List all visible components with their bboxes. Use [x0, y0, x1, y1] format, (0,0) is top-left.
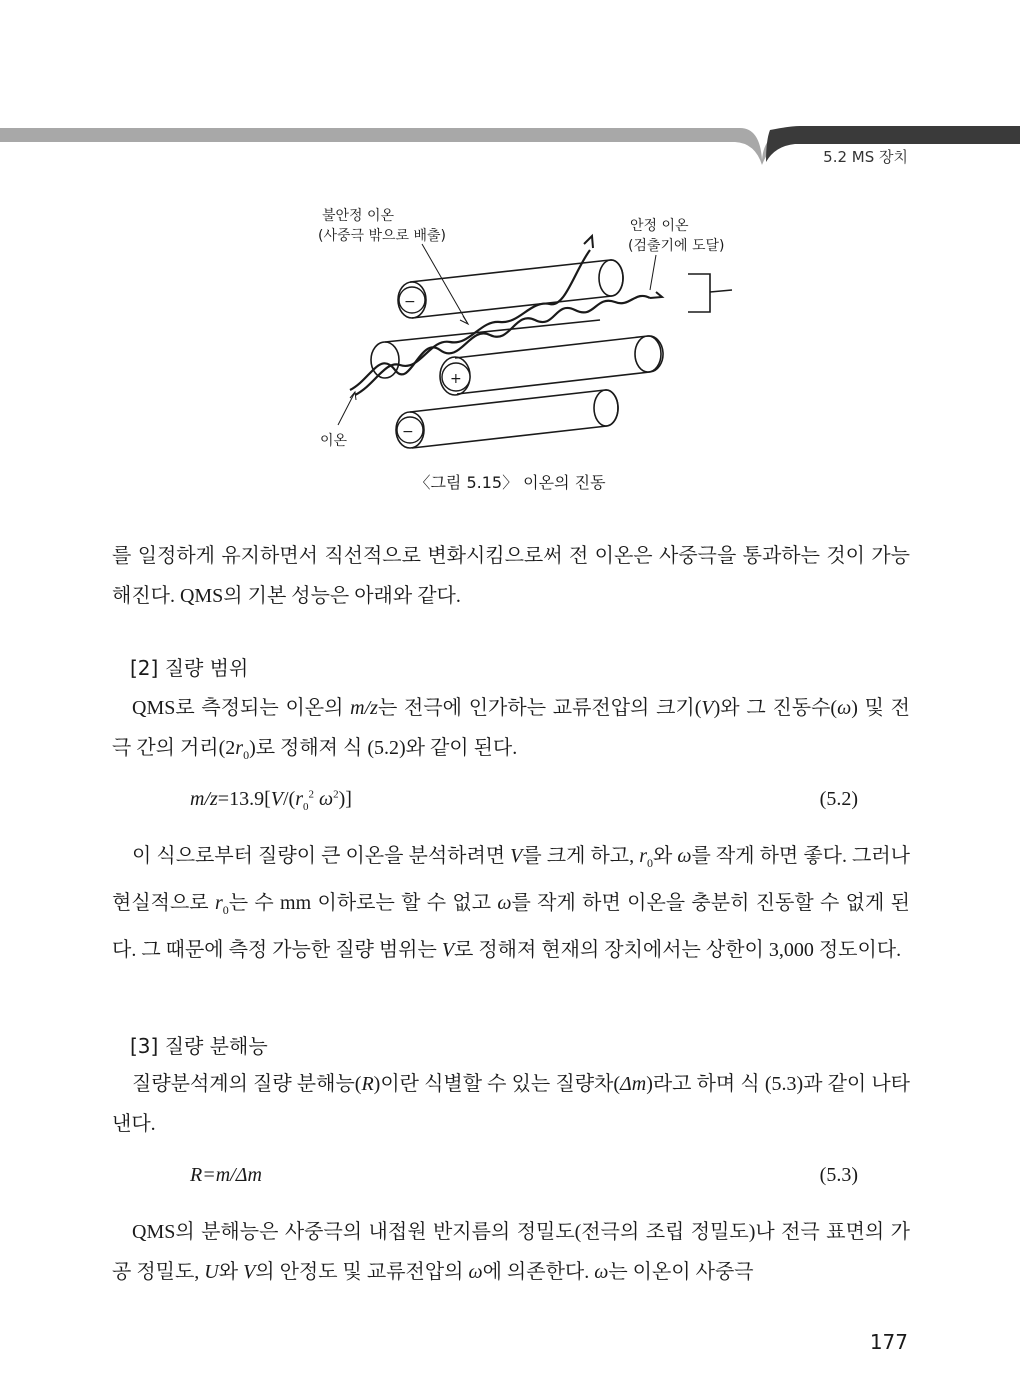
sign-minus-bottom: − [402, 424, 414, 440]
header-band [0, 0, 1020, 170]
detector [688, 274, 732, 312]
label-unstable-1: 불안정 이온 [322, 208, 395, 224]
rod-back [371, 320, 600, 378]
rod-bottom [396, 390, 618, 448]
label-stable-1: 안정 이온 [630, 218, 689, 234]
paragraph-1 [112, 536, 910, 616]
section-2-paragraph-1: QMS로 측정되는 이온의 m/z는 전극에 인가하는 교류전압의 크기(V)와 그 진동수(ω) 및 전극 간의 거리$(2r_0)$로 정해져 식 (5.2)와 같이 된다. [112, 697, 910, 762]
equation-5-2: $m/z=13.9[V/(r_0^2$ $\omega^2$)] [190, 788, 352, 813]
label-stable-2: (검출기에 도달) [628, 238, 725, 254]
label-ion: 이온 [320, 433, 348, 449]
sign-plus: + [450, 371, 462, 387]
label-unstable-2: (사중극 밖으로 배출) [318, 228, 447, 244]
section-2-heading: [2] 질량 범위 [130, 656, 249, 680]
running-head: 5.2 MS 장치 [823, 148, 908, 166]
equation-5-3: R=m/Δm [190, 1164, 262, 1186]
section-3-paragraph-1: 질량분석계의 질량 분해능(R)이란 식별할 수 있는 질량차(Δm)라고 하며 식 (5.3)과 같이 나타낸다. [112, 1073, 910, 1135]
rod-front [440, 336, 663, 395]
section-3-heading: [3] 질량 분해능 [130, 1034, 268, 1058]
stable-ion-path [350, 296, 650, 390]
figure-caption: 〈그림 5.15〉 이온의 진동 [414, 473, 606, 492]
unstable-ion-path [355, 250, 590, 395]
quadrupole-figure [300, 200, 760, 460]
rod-top [398, 260, 623, 318]
section-2-paragraph-2: 이 식으로부터 질량이 큰 이온을 분석하려면 V를 크게 하고, $r_0$와 ω를 작게 하면 좋다. 그러나 현실적으로 $r_0$는 수 mm 이하로는 할 수 없고 ω를 작게 하면 이온을 충분히 진동할 수 없게 된다. 그 때문에 측정 가능한 질량 범위는 V로 정해져 현재의 장치에서는 상한이 3,000 정도이다. [112, 845, 910, 961]
equation-5-2-number: (5.2) [819, 788, 858, 810]
page-number: 177 [869, 1330, 908, 1354]
equation-5-3-number: (5.3) [819, 1164, 858, 1186]
section-3-paragraph-2: QMS의 분해능은 사중극의 내접원 반지름의 정밀도(전극의 조립 정밀도)나 전극 표면의 가공 정밀도, U와 V의 안정도 및 교류전압의 ω에 의존한다. ω는 이온이 사중극 [112, 1221, 910, 1283]
paragraph-1-text: 를 일정하게 유지하면서 직선적으로 변화시킴으로써 전 이온은 사중극을 통과하는 것이 가능해진다. QMS의 기본 성능은 아래와 같다. [112, 545, 910, 607]
sign-minus-top: − [404, 294, 416, 310]
